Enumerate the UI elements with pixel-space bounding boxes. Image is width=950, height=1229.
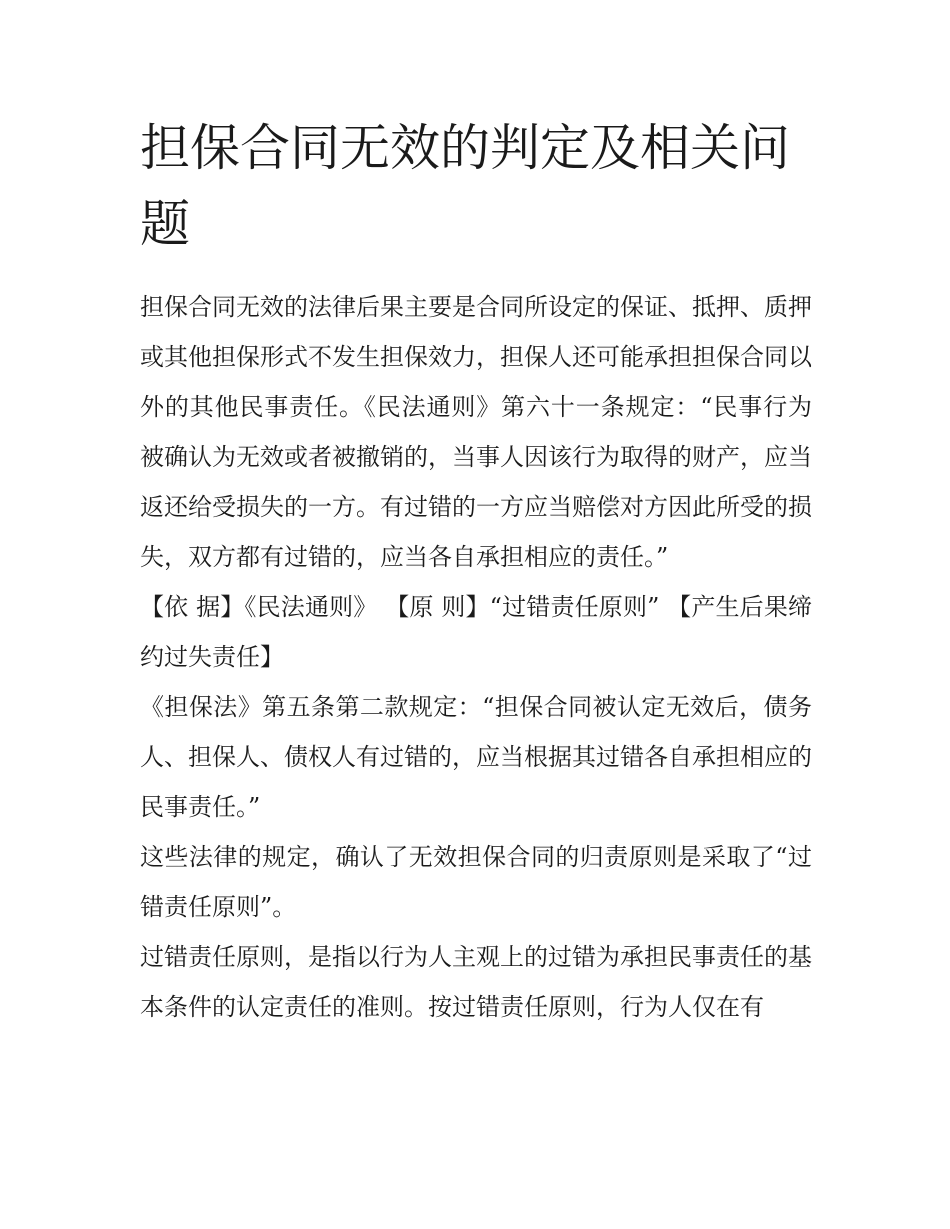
paragraph-guarantee-law: 《担保法》第五条第二款规定：“担保合同被认定无效后，债务人、担保人、债权人有过错的，应当根据其过错各自承担相应的民事责任。” [140, 693, 812, 821]
paragraph-legal-consequences: 担保合同无效的法律后果主要是合同所设定的保证、抵押、质押或其他担保形式不发生担保效力，担保人还可能承担担保合同以外的其他民事责任。《民法通则》第六十一条规定：“民事行为被确认为无效或者被撤销的，当事人因该行为取得的财产，应当返还给受损失的一方。有过错的一方应当赔偿对方因此所受的损失，双方都有过错的，应当各自承担相应的责任。” [140, 293, 812, 571]
paragraph-fault-principle-confirmation: 这些法律的规定，确认了无效担保合同的归责原则是采取了“过错责任原则”。 [140, 843, 812, 921]
paragraph-basis-principle: 【依 据】《民法通则》 【原 则】“过错责任原则” 【产生后果缔约过失责任】 [140, 593, 812, 671]
document-body [140, 110, 812, 1032]
paragraph-fault-principle-definition: 过错责任原则，是指以行为人主观上的过错为承担民事责任的基本条件的认定责任的准则。按过错责任原则，行为人仅在有 [140, 943, 812, 1021]
document-title: 担保合同无效的判定及相关问题 [140, 119, 790, 253]
